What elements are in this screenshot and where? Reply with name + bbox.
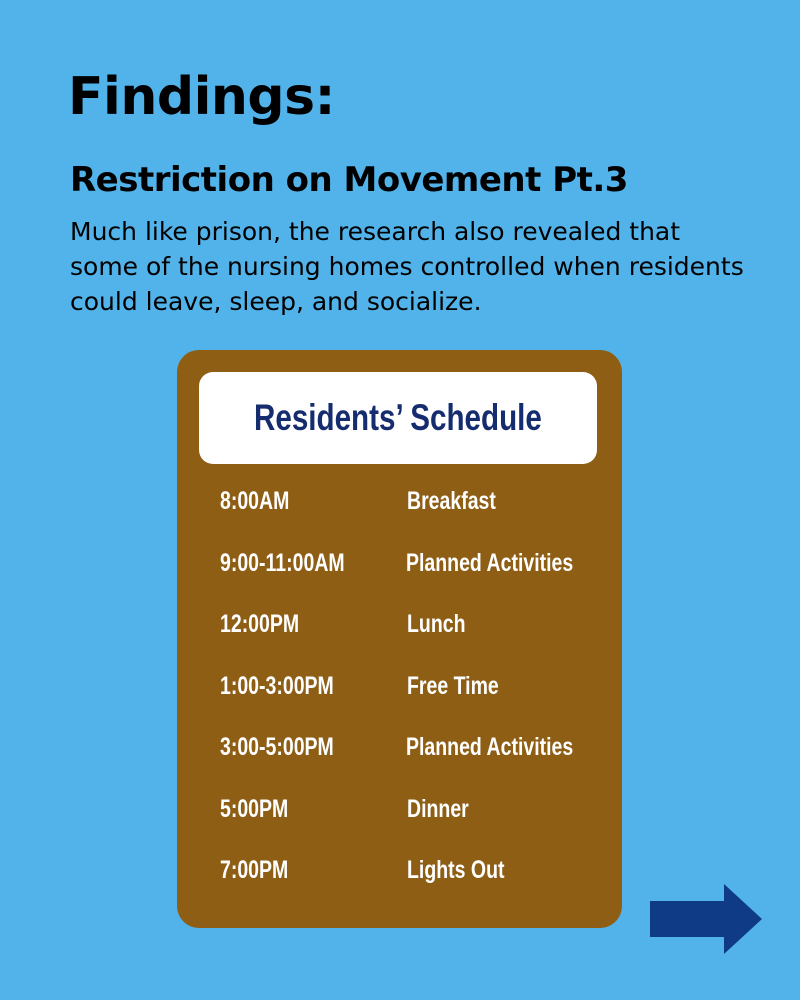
schedule-card: [177, 350, 622, 928]
schedule-activity: Free Time: [407, 671, 499, 700]
schedule-activity: Lights Out: [407, 856, 505, 884]
schedule-row: [220, 734, 620, 796]
schedule-time: 8:00AM: [220, 487, 290, 515]
schedule-row: [220, 857, 620, 919]
schedule-activity: Planned Activities: [405, 733, 573, 761]
schedule-row: [220, 796, 620, 858]
schedule-list: [220, 488, 620, 919]
next-slide-button[interactable]: [650, 884, 762, 954]
slide-body-text: Much like prison, the research also revealed that some of the nursing homes controlled when residents could leave, sleep, and socialize.: [70, 217, 744, 316]
schedule-activity: Breakfast: [407, 487, 496, 515]
schedule-row: [220, 550, 620, 612]
slide-subtitle: Restriction on Movement Pt.3: [70, 160, 628, 200]
schedule-activity: Planned Activities: [405, 548, 573, 577]
schedule-title: Residents’ Schedule: [254, 397, 542, 438]
schedule-time: 1:00-3:00PM: [220, 671, 334, 700]
arrow-right-icon: [650, 884, 762, 954]
schedule-time: 9:00-11:00AM: [220, 548, 345, 577]
schedule-row: [220, 673, 620, 735]
schedule-activity: Dinner: [407, 794, 469, 823]
schedule-time: 3:00-5:00PM: [220, 733, 334, 761]
schedule-time: 12:00PM: [220, 610, 300, 638]
schedule-header: [199, 372, 597, 464]
schedule-time: 5:00PM: [220, 794, 289, 823]
schedule-row: [220, 488, 620, 550]
schedule-time: 7:00PM: [220, 856, 289, 884]
slide-title: Findings:: [68, 67, 335, 127]
schedule-row: [220, 611, 620, 673]
schedule-activity: Lunch: [407, 610, 466, 638]
